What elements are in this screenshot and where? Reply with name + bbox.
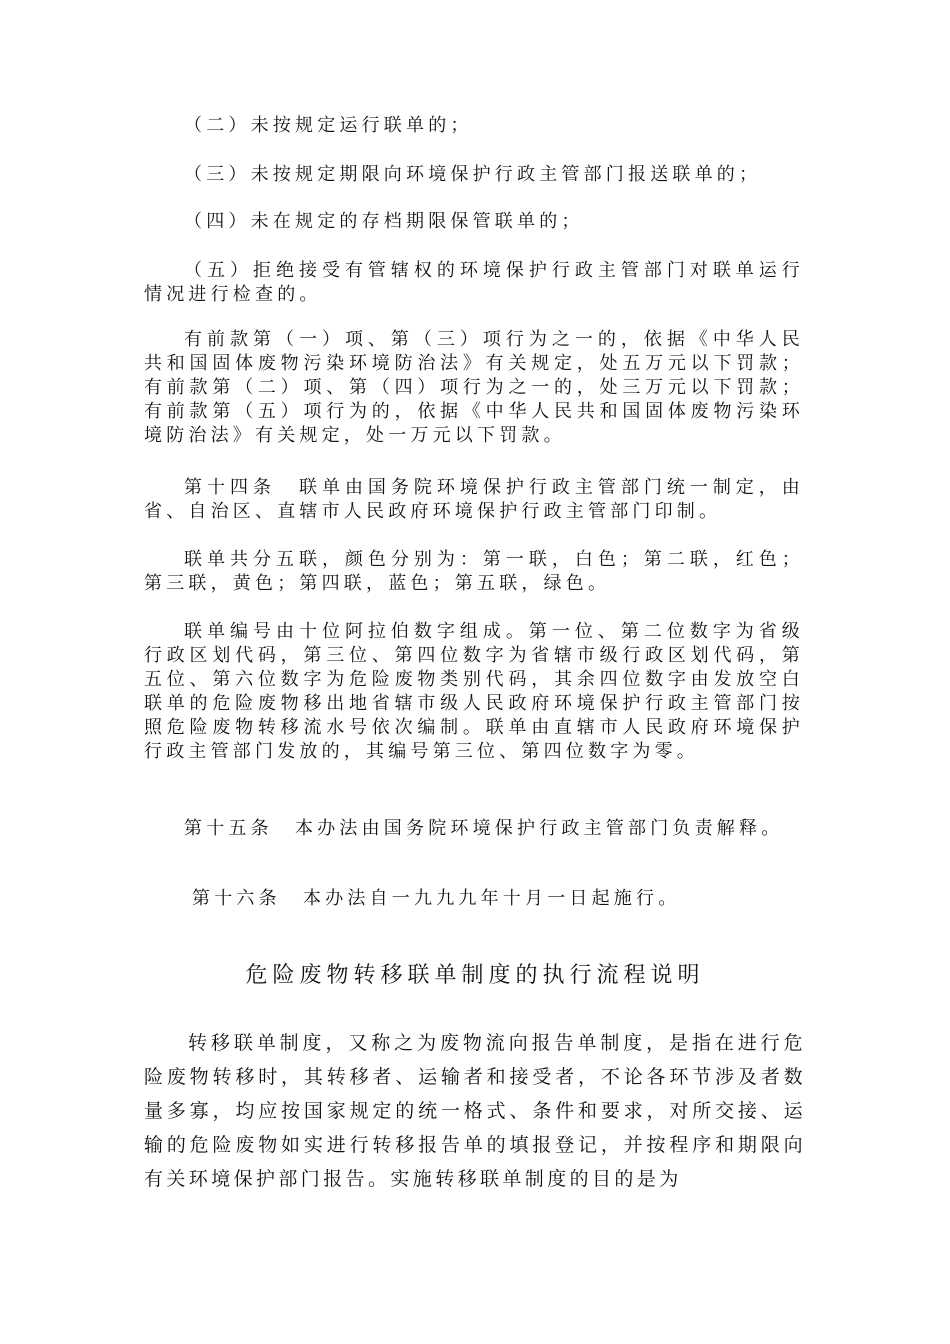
article-14: 第十四条 联单由国务院环境保护行政主管部门统一制定，由省、自治区、直辖市人民政府环境保护行政主管部门印制。 xyxy=(144,477,804,522)
clause-item-4: （四）未在规定的存档期限保管联单的； xyxy=(184,211,584,232)
penalty-paragraph: 有前款第（一）项、第（三）项行为之一的，依据《中华人民共和国固体废物污染环境防治法》有关规定，处五万元以下罚款；有前款第（二）项、第（四）项行为之一的，处三万元以下罚款；有前款第（五）项行为的，依据《中华人民共和国固体废物污染环境防治法》有关规定，处一万元以下罚款。 xyxy=(144,329,804,446)
form-numbering-paragraph: 联单编号由十位阿拉伯数字组成。第一位、第二位数字为省级行政区划代码，第三位、第四位数字为省辖市级行政区划代码，第五位、第六位数字为危险废物类别代码，其余四位数字由发放空白联单的危险废物移出地省辖市级人民政府环境保护行政主管部门按照危险废物转移流水号依次编制。联单由直辖市人民政府环境保护行政主管部门发放的，其编号第三位、第四位数字为零。 xyxy=(144,621,804,762)
section-title: 危险废物转移联单制度的执行流程说明 xyxy=(245,963,705,988)
section-body: 转移联单制度，又称之为废物流向报告单制度，是指在进行危险废物转移时，其转移者、运输者和接受者，不论各环节涉及者数量多寡，均应按国家规定的统一格式、条件和要求，对所交接、运输的危险废物如实进行转移报告单的填报登记，并按程序和期限向有关环境保护部门报告。实施转移联单制度的目的是为 xyxy=(144,1032,806,1190)
clause-item-2: （二）未按规定运行联单的； xyxy=(184,115,473,136)
article-16: 第十六条 本办法自一九九九年十月一日起施行。 xyxy=(192,888,681,909)
clause-item-5: （五）拒绝接受有管辖权的环境保护行政主管部门对联单运行情况进行检查的。 xyxy=(144,260,804,305)
article-15: 第十五条 本办法由国务院环境保护行政主管部门负责解释。 xyxy=(184,818,784,839)
clause-item-3: （三）未按规定期限向环境保护行政主管部门报送联单的； xyxy=(184,164,762,185)
form-colors-paragraph: 联单共分五联，颜色分别为：第一联，白色；第二联，红色；第三联，黄色；第四联，蓝色；第五联，绿色。 xyxy=(144,549,804,594)
